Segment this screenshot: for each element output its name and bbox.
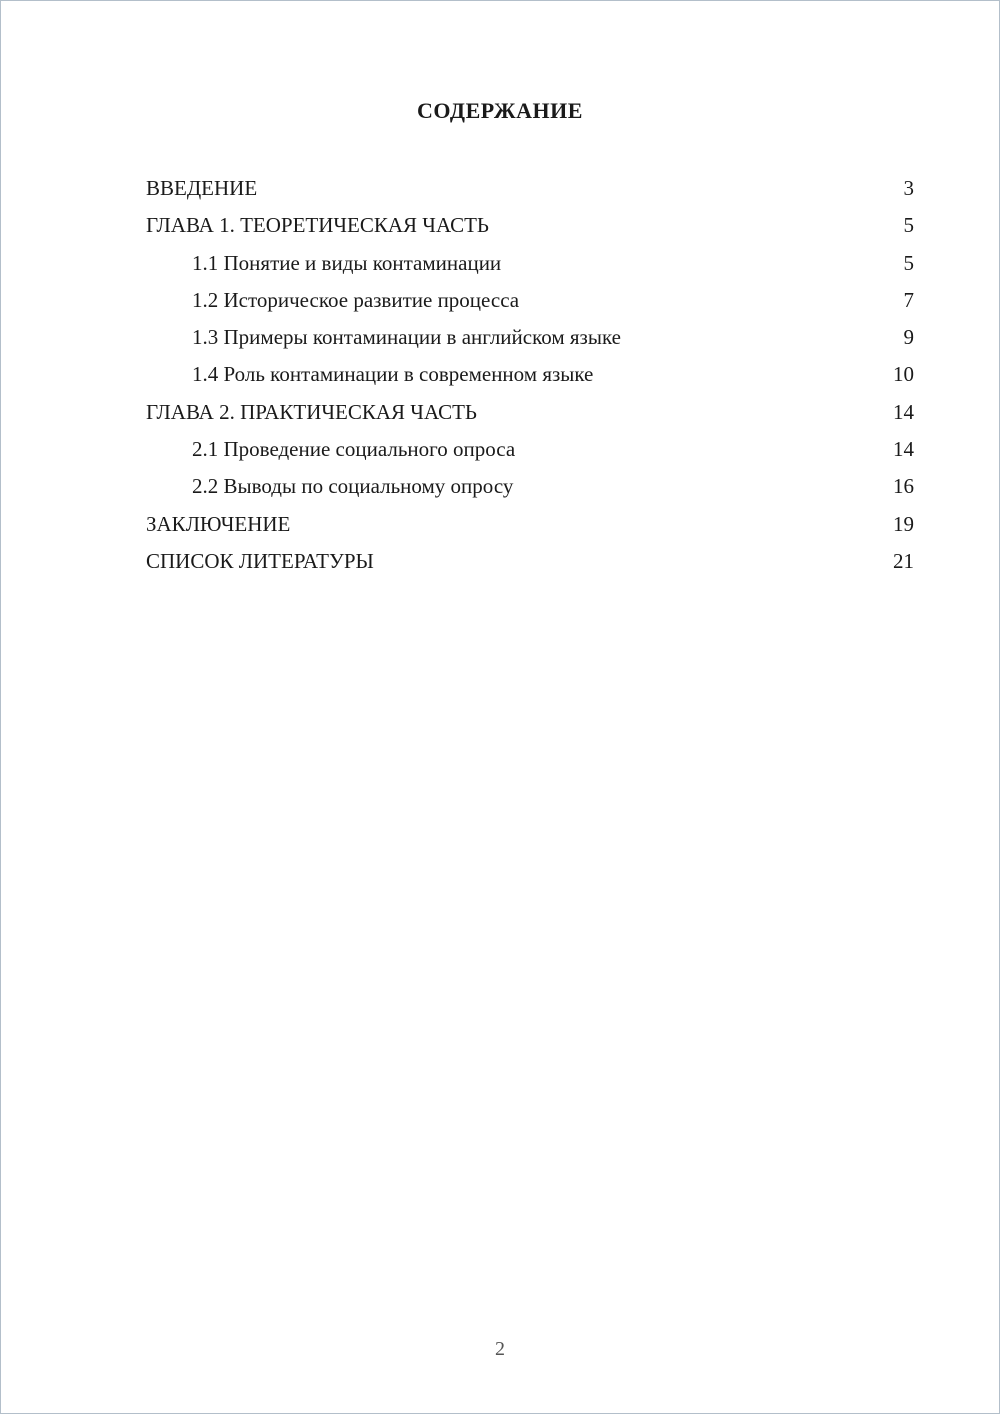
toc-row <box>146 468 914 505</box>
toc-entry-label: 1.3 Примеры контаминации в английском языке <box>192 325 621 350</box>
toc-entry-page: 7 <box>903 287 914 312</box>
toc-row <box>146 245 914 282</box>
toc-entry-label: 2.1 Проведение социального опроса <box>192 437 516 462</box>
toc-row <box>146 431 914 468</box>
toc-row <box>146 543 914 580</box>
toc-entry-label: ГЛАВА 2. ПРАКТИЧЕСКАЯ ЧАСТЬ <box>146 399 477 424</box>
toc-row <box>146 394 914 431</box>
toc-row <box>146 356 914 393</box>
toc-entry-label: СПИСОК ЛИТЕРАТУРЫ <box>146 548 374 573</box>
toc-entry-page: 14 <box>893 399 914 424</box>
toc-entry-page: 10 <box>893 362 914 387</box>
toc-entry-page: 16 <box>893 474 914 499</box>
toc-entry-page: 21 <box>893 548 914 573</box>
page-number: 2 <box>495 1338 505 1360</box>
toc-row <box>146 319 914 356</box>
toc-entry-label: ВВЕДЕНИЕ <box>146 176 258 200</box>
toc-entry-label: 1.4 Роль контаминации в современном языке <box>192 362 594 387</box>
toc-row <box>146 170 914 207</box>
table-of-contents <box>146 170 914 580</box>
page-title: СОДЕРЖАНИЕ <box>417 98 583 123</box>
toc-entry-page: 5 <box>903 213 914 238</box>
toc-entry-label: 2.2 Выводы по социальному опросу <box>192 474 514 499</box>
toc-entry-label: 1.1 Понятие и виды контаминации <box>192 250 502 275</box>
toc-entry-page: 3 <box>903 176 914 200</box>
toc-row <box>146 207 914 244</box>
toc-entry-page: 9 <box>903 325 914 350</box>
toc-entry-label: 1.2 Историческое развитие процесса <box>192 287 520 312</box>
toc-entry-label: ЗАКЛЮЧЕНИЕ <box>146 511 291 536</box>
toc-entry-page: 5 <box>903 250 914 275</box>
toc-entry-label: ГЛАВА 1. ТЕОРЕТИЧЕСКАЯ ЧАСТЬ <box>146 213 489 238</box>
toc-entry-page: 19 <box>893 511 914 536</box>
toc-row <box>146 506 914 543</box>
toc-row <box>146 282 914 319</box>
toc-entry-page: 14 <box>893 437 914 462</box>
